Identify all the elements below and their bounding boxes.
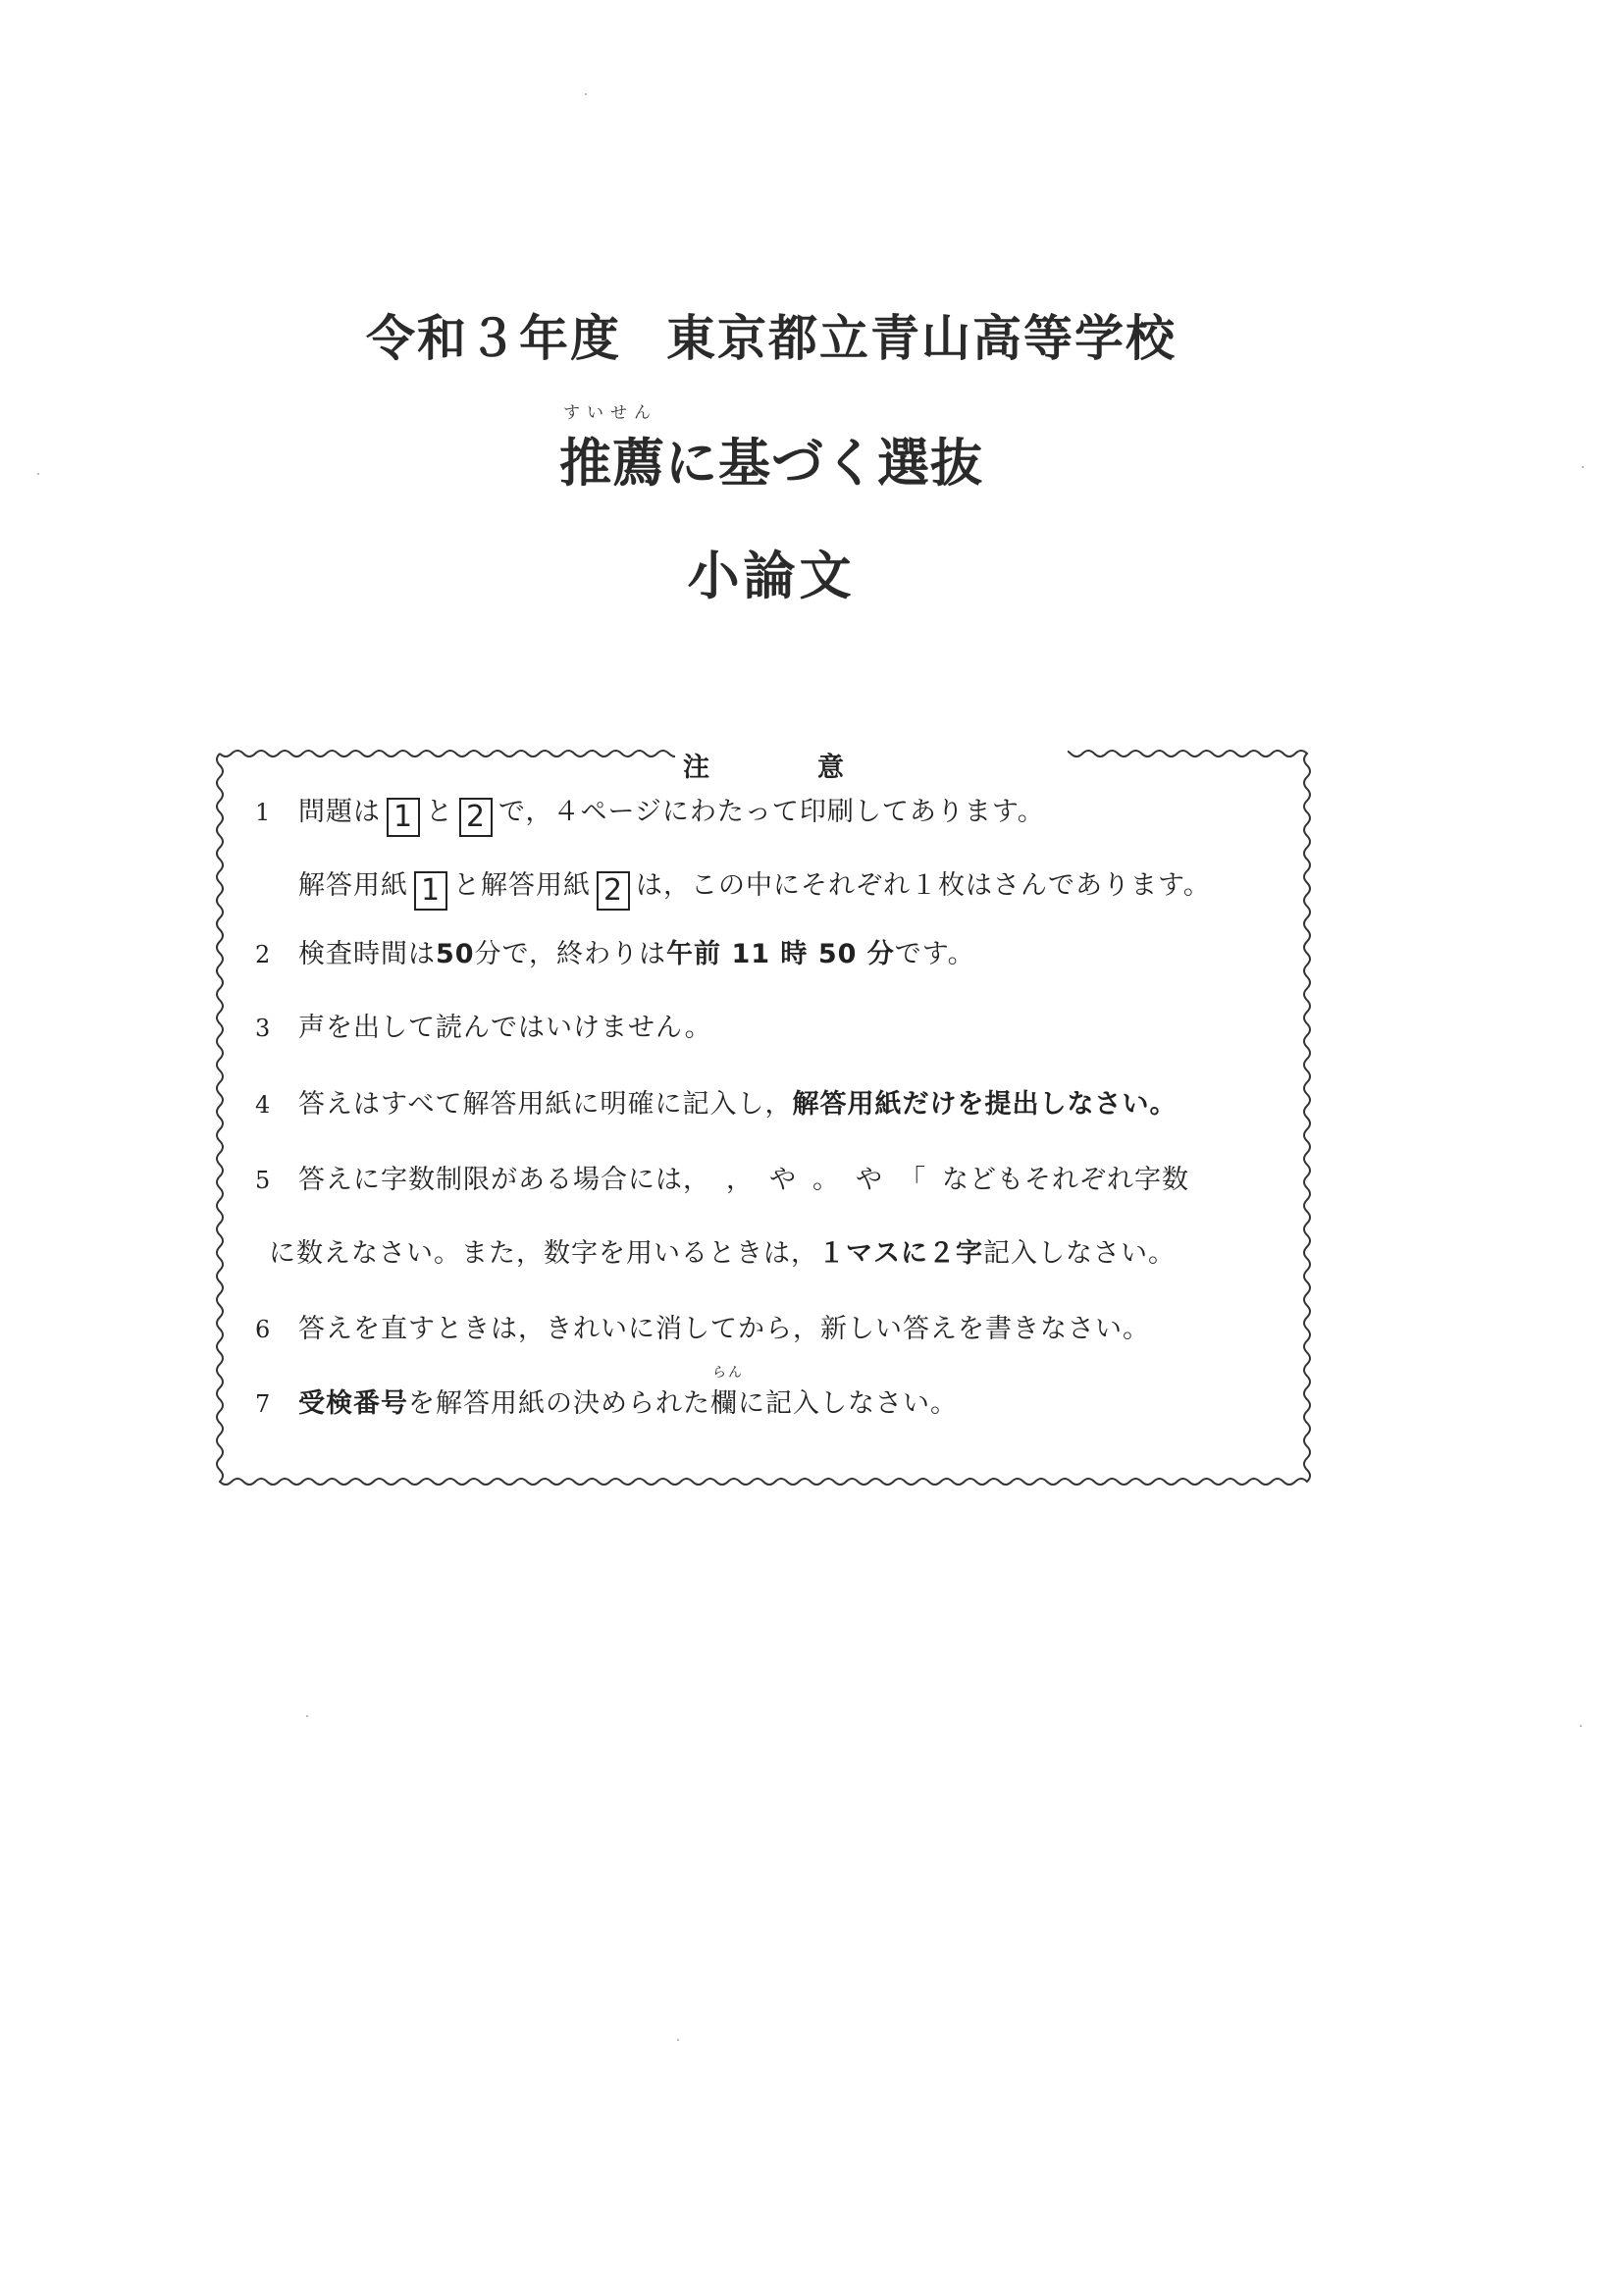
notice-item-number: 7 — [255, 1390, 272, 1418]
notice-heading-right: 意 — [817, 753, 844, 783]
end-time: 午前 11 時 50 分 — [666, 939, 895, 969]
notice-text: に記入しなさい。 — [738, 1388, 958, 1419]
notice-text: を解答用紙の決められた — [408, 1388, 710, 1419]
notice-text: 問題は — [298, 797, 381, 827]
kanji-base: 欄 — [710, 1388, 738, 1419]
scan-speck — [1582, 466, 1584, 468]
title-ruby: すいせん — [563, 403, 657, 423]
scan-speck — [585, 93, 587, 95]
punct-period: 。 — [812, 1165, 840, 1195]
notice-item-number: 4 — [255, 1091, 272, 1119]
notice-text: 検査時間は — [298, 939, 436, 969]
notice-item-3 — [255, 1006, 712, 1044]
page-title-subject: 小論文 — [687, 547, 856, 606]
question-box-1: 1 — [387, 798, 420, 837]
notice-item-1 — [255, 790, 1045, 837]
punct-comma: ， — [726, 1165, 754, 1195]
notice-heading — [214, 746, 1313, 784]
scan-speck — [306, 1715, 308, 1717]
notice-item-2 — [255, 932, 975, 970]
punct-bracket: 「 — [899, 1165, 926, 1195]
notice-emphasis: １マスに２字 — [818, 1238, 983, 1269]
notice-text: は，この中にそれぞれ１枚はさんであります。 — [636, 870, 1211, 901]
notice-item-4 — [255, 1082, 1177, 1121]
exam-duration: 50 — [436, 939, 475, 969]
notice-item-6 — [255, 1307, 1150, 1345]
notice-item-number: 1 — [255, 799, 272, 826]
notice-item-number: 6 — [255, 1316, 272, 1343]
notice-item-number: 3 — [255, 1015, 272, 1042]
notice-text: 答えはすべて解答用紙に明確に記入し， — [298, 1089, 793, 1120]
notice-emphasis: 受検番号 — [298, 1388, 408, 1419]
notice-text: などもそれぞれ字数 — [942, 1165, 1189, 1195]
notice-item-7 — [255, 1365, 958, 1420]
scan-speck — [1580, 1725, 1582, 1727]
kanji-with-ruby — [710, 1365, 744, 1420]
title-school-name: 東京都立青山高等学校 — [666, 310, 1177, 367]
notice-text: に数えなさい。また，数字を用いるときは， — [269, 1238, 818, 1269]
page-title-school — [35, 299, 1507, 370]
scan-speck — [37, 473, 39, 475]
notice-heading-left: 注 — [683, 753, 709, 783]
notice-text: 記入しなさい。 — [983, 1238, 1176, 1269]
notice-item-1-cont — [298, 863, 1211, 911]
title-selection-text: 推薦に基づく選抜 — [559, 434, 983, 494]
page-title-selection — [35, 403, 1507, 496]
notice-text: と — [426, 797, 453, 827]
kanji-ruby-text: らん — [712, 1365, 744, 1381]
notice-text: 答えを直すときは，きれいに消してから，新しい答えを書きなさい。 — [298, 1314, 1150, 1344]
notice-emphasis: 解答用紙だけを提出しなさい。 — [792, 1089, 1178, 1120]
notice-item-5 — [255, 1158, 1189, 1196]
notice-text: や — [856, 1165, 883, 1195]
answer-sheet-box-2: 2 — [597, 871, 630, 911]
notice-text: 解答用紙 — [298, 870, 408, 901]
answer-sheet-box-1: 1 — [414, 871, 447, 911]
notice-text: や — [769, 1165, 797, 1195]
notice-text: 分で，終わりは — [474, 939, 667, 969]
notice-text: 声を出して読んではいけません。 — [298, 1013, 712, 1043]
title-year: 令和３年度 — [366, 310, 621, 367]
notice-item-number: 2 — [255, 941, 272, 968]
notice-text: で，４ページにわたって印刷してあります。 — [498, 797, 1045, 827]
notice-item-number: 5 — [255, 1167, 272, 1194]
notice-text: と解答用紙 — [453, 870, 591, 901]
question-box-2: 2 — [459, 798, 493, 837]
notice-text: 答えに字数制限がある場合には， — [298, 1165, 710, 1195]
notice-text: です。 — [894, 939, 975, 969]
title-selection-wrap — [559, 403, 983, 496]
notice-item-5-cont — [269, 1231, 1176, 1270]
scan-speck — [677, 2039, 679, 2041]
